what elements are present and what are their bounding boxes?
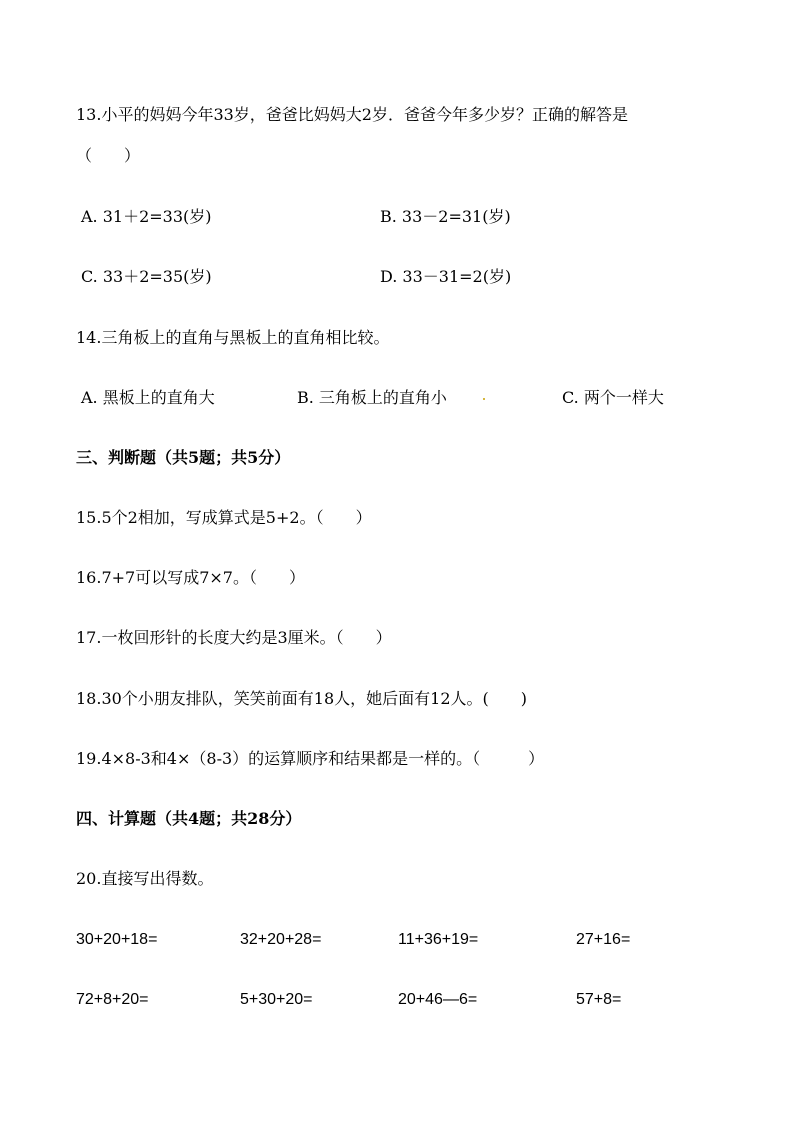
question-13-option-d: D. 33－31=2(岁) [380, 267, 512, 286]
question-18: 18.30个小朋友排队，笑笑前面有18人，她后面有12人。( ) [76, 689, 528, 708]
section-4-title: 四、计算题（共4题；共28分） [76, 809, 302, 828]
section-3-title: 三、判断题（共5题；共5分） [76, 448, 291, 467]
question-14-option-c: C. 两个一样大 [562, 388, 664, 407]
question-19: 19.4×8-3和4×（8-3）的运算顺序和结果都是一样的。（ ） [76, 749, 545, 768]
calc-item: 57+8= [576, 991, 622, 1008]
calc-item: 5+30+20= [240, 991, 313, 1008]
question-15: 15.5个2相加，写成算式是5+2。（ ） [76, 508, 372, 527]
question-14-stem: 14.三角板上的直角与黑板上的直角相比较。 [76, 328, 390, 347]
calc-item: 32+20+28= [240, 931, 322, 948]
calc-item: 72+8+20= [76, 991, 149, 1008]
question-13-stem: 13.小平的妈妈今年33岁，爸爸比妈妈大2岁．爸爸今年多少岁？正确的解答是 [76, 105, 628, 124]
stray-dot-mark [483, 398, 485, 400]
question-20-stem: 20.直接写出得数。 [76, 869, 214, 888]
calc-item: 11+36+19= [398, 931, 479, 948]
question-13-option-b: B. 33－2=31(岁) [380, 207, 511, 226]
question-13-option-c: C. 33＋2=35(岁) [81, 267, 212, 286]
question-13-answer-paren: （ ） [76, 146, 141, 165]
calc-item: 30+20+18= [76, 931, 158, 948]
question-13-option-a: A. 31＋2=33(岁) [81, 207, 212, 226]
question-16: 16.7+7可以写成7×7。（ ） [76, 568, 305, 587]
question-14-option-b: B. 三角板上的直角小 [297, 388, 447, 407]
calc-item: 27+16= [576, 931, 631, 948]
question-17: 17.一枚回形针的长度大约是3厘米。（ ） [76, 628, 392, 647]
question-14-option-a: A. 黑板上的直角大 [81, 388, 215, 407]
calc-item: 20+46—6= [398, 991, 478, 1008]
